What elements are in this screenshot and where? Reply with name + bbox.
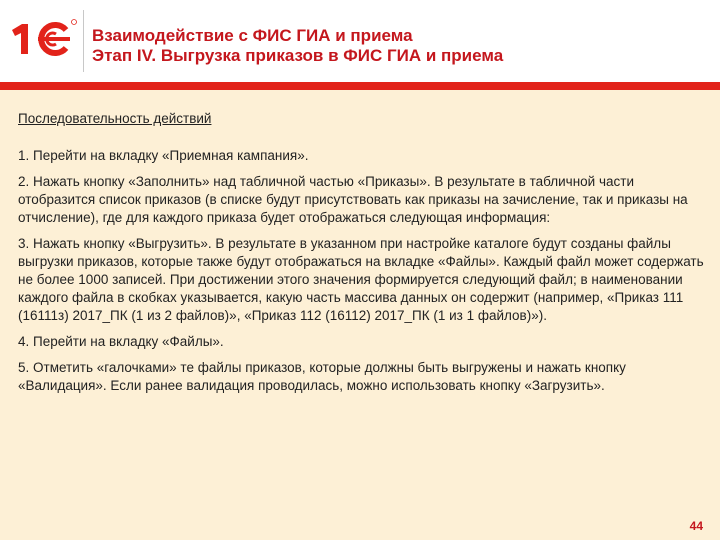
step-4: 4. Перейти на вкладку «Файлы». xyxy=(18,334,224,349)
step-5: 5. Отметить «галочками» те файлы приказов, которые должны быть выгружены и нажать кнопку «Валидация». Если ранее валидация проводилась, можно использовать кнопку «Загрузить». xyxy=(18,360,626,393)
slide-header xyxy=(0,0,720,82)
slide-content xyxy=(0,90,720,540)
step-2: 2. Нажать кнопку «Заполнить» над табличной частью «Приказы». В результате в табличной части отобразится список приказов (в списке будут присутствовать как приказы на зачисление, так и приказы на отчисление), где для каждого приказа будет отображаться следующая информация: xyxy=(18,174,688,225)
slide-title xyxy=(92,26,503,66)
title-line-1: Взаимодействие с ФИС ГИА и приема xyxy=(92,26,413,45)
step-3: 3. Нажать кнопку «Выгрузить». В результате в указанном при настройке каталоге будут созданы файлы выгрузки приказов, которые также будут отображаться на вкладке «Файлы». Каждый файл может содержать не более 1000 записей. При достижении этого значения формируется следующий файл; в наименовании каждого файла в скобках указывается, какую часть массива данных он содержит (например, «Приказ 111 (16111з) 2017_ПК (1 из 2 файлов)», «Приказ 112 (16112) 2017_ПК (1 из 1 файлов)»). xyxy=(18,236,704,323)
header-accent-band xyxy=(0,82,720,90)
1c-logo-icon xyxy=(8,18,78,58)
content-text xyxy=(18,110,708,403)
step-1: 1. Перейти на вкладку «Приемная кампания». xyxy=(18,148,309,163)
title-line-2: Этап IV. Выгрузка приказов в ФИС ГИА и приема xyxy=(92,46,504,65)
page-number: 44 xyxy=(689,519,703,533)
header-divider xyxy=(83,10,84,72)
section-title: Последовательность действий xyxy=(18,111,212,126)
